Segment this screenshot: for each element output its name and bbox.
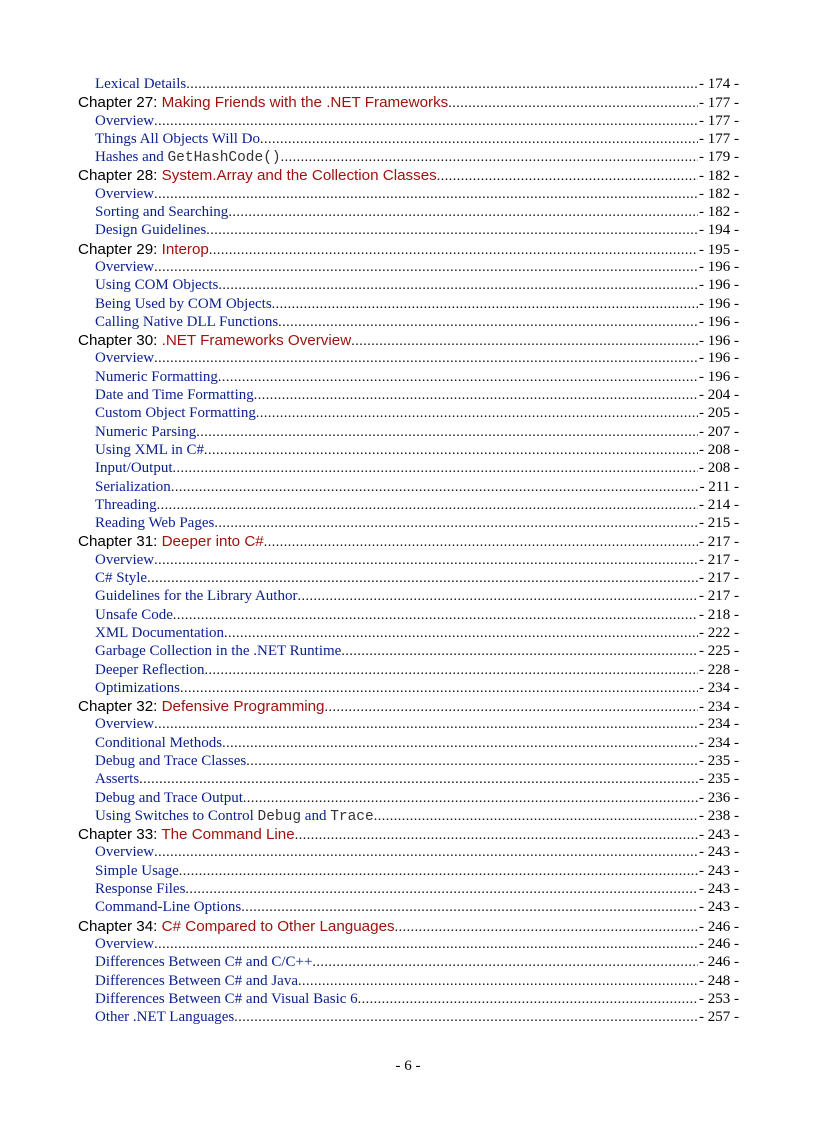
chapter-title <box>78 167 437 184</box>
page-number: - 253 - <box>699 990 739 1007</box>
section-title-text: Custom Object Formatting <box>95 405 256 422</box>
page-number: - 248 - <box>699 972 739 989</box>
dot-leader <box>264 535 698 551</box>
toc-chapter-link[interactable] <box>78 94 739 112</box>
chapter-name: Defensive Programming <box>161 698 325 716</box>
dot-leader <box>218 370 698 386</box>
page-number: - 257 - <box>699 1009 739 1026</box>
page-number: - 217 - <box>699 570 739 587</box>
toc-section-link[interactable] <box>78 424 739 442</box>
toc-section-link[interactable] <box>78 350 739 368</box>
dot-leader <box>297 589 698 605</box>
section-title <box>95 76 186 93</box>
page-number: - 243 - <box>699 899 739 916</box>
section-title-text: Optimizations <box>95 679 180 696</box>
chapter-title <box>78 918 395 935</box>
section-title <box>95 662 205 679</box>
page-footer-number: - 6 - <box>395 1058 421 1074</box>
toc-chapter-link[interactable] <box>78 918 739 936</box>
toc-section-link[interactable] <box>78 497 739 515</box>
toc-section-link[interactable] <box>78 277 739 295</box>
section-title <box>95 936 154 953</box>
section-title <box>95 771 139 788</box>
inline-code: GetHashCode() <box>167 150 281 167</box>
toc-section-link[interactable] <box>78 936 739 954</box>
section-title <box>95 259 154 276</box>
dot-leader <box>205 663 698 679</box>
section-title-text: Debug and Trace Classes <box>95 752 247 769</box>
section-title-text: Other .NET Languages <box>95 1009 235 1026</box>
page-number: - 204 - <box>699 387 739 404</box>
page-number: - 236 - <box>699 789 739 806</box>
section-title <box>95 204 228 221</box>
toc-chapter-link[interactable] <box>78 241 739 259</box>
toc-section-link[interactable] <box>78 387 739 405</box>
section-title-text: Unsafe Code <box>95 606 173 623</box>
toc-chapter-link[interactable] <box>78 332 739 350</box>
chapter-number-label: Chapter 30: <box>78 332 162 350</box>
section-title <box>95 222 206 239</box>
toc-section-link[interactable] <box>78 570 739 588</box>
section-title-text: Overview <box>95 350 155 367</box>
section-title <box>95 643 341 660</box>
dot-leader <box>147 571 698 587</box>
dot-leader <box>254 388 698 404</box>
toc-section-link[interactable] <box>78 186 739 204</box>
page-number: - 174 - <box>699 76 739 92</box>
page-number: - 182 - <box>699 204 739 221</box>
toc-section-link[interactable] <box>78 405 739 423</box>
page-number: - 243 - <box>699 881 739 898</box>
section-title-text: Using COM Objects <box>95 277 219 294</box>
section-title <box>95 844 154 861</box>
section-title-text: Hashes and <box>95 149 168 166</box>
dot-leader <box>228 205 698 221</box>
section-title-text: Overview <box>95 112 155 129</box>
section-title-text: Command-Line Options <box>95 899 242 916</box>
dot-leader <box>374 809 698 825</box>
section-title <box>95 808 374 825</box>
section-title-text: Calling Native DLL Functions <box>95 313 279 330</box>
section-title <box>95 149 281 166</box>
page-number: - 243 - <box>699 844 739 861</box>
page-number: - 225 - <box>699 643 739 660</box>
section-title <box>95 899 241 916</box>
section-title-text: Being Used by COM Objects <box>95 295 272 312</box>
section-title-text: Numeric Parsing <box>95 423 197 440</box>
dot-leader <box>209 243 698 259</box>
section-title <box>95 113 154 130</box>
page-number: - 246 - <box>699 918 739 935</box>
section-title-text: Things All Objects Will Do <box>95 130 260 147</box>
section-title-text: Overview <box>95 716 155 733</box>
toc-section-link[interactable] <box>78 460 739 478</box>
section-title-text: Response Files <box>95 881 186 898</box>
dot-leader <box>395 920 698 936</box>
chapter-title <box>78 241 209 258</box>
chapter-number-label: Chapter 31: <box>78 533 162 551</box>
page-number: - 234 - <box>699 699 739 716</box>
section-title-text: Numeric Formatting <box>95 368 218 385</box>
page-number: - 208 - <box>699 460 739 477</box>
toc-section-link[interactable] <box>78 716 739 734</box>
toc-section-link[interactable] <box>78 844 739 862</box>
page-number: - 182 - <box>699 185 739 202</box>
page-number: - 205 - <box>699 405 739 422</box>
dot-leader <box>224 626 698 642</box>
toc-section-link[interactable] <box>78 479 739 497</box>
chapter-number-label: Chapter 34: <box>78 917 162 935</box>
table-of-contents <box>78 76 739 1027</box>
page-number: - 238 - <box>699 807 739 824</box>
toc-section-link[interactable] <box>78 131 739 149</box>
page-number: - 235 - <box>699 752 739 769</box>
toc-section-link[interactable] <box>78 973 739 991</box>
section-title-text: C# Style <box>95 570 148 587</box>
dot-leader <box>218 278 698 294</box>
section-title <box>95 680 180 697</box>
section-title <box>95 442 204 459</box>
section-title-text: Sorting and Searching <box>95 204 229 221</box>
dot-leader <box>154 553 698 569</box>
page-number: - 222 - <box>699 624 739 641</box>
dot-leader <box>214 516 698 532</box>
page-number: - 177 - <box>699 112 739 129</box>
section-title <box>95 753 246 770</box>
toc-section-link[interactable] <box>78 515 739 533</box>
chapter-number-label: Chapter 29: <box>78 240 162 258</box>
section-title <box>95 387 254 404</box>
toc-section-link[interactable] <box>78 790 739 808</box>
dot-leader <box>154 351 698 367</box>
page-number: - 243 - <box>699 862 739 879</box>
section-title-text: Input/Output <box>95 460 173 477</box>
page-number: - 182 - <box>699 168 739 185</box>
page-number: - 217 - <box>699 534 739 551</box>
section-title-text: Differences Between C# and C/C++ <box>95 954 313 971</box>
page-number: - 217 - <box>699 551 739 568</box>
dot-leader <box>154 187 698 203</box>
section-title-text: Design Guidelines <box>95 222 207 239</box>
page-number: - 177 - <box>699 130 739 147</box>
page-number: - 234 - <box>699 679 739 696</box>
toc-section-link[interactable] <box>78 314 739 332</box>
section-title <box>95 790 243 807</box>
section-title-text: Date and Time Formatting <box>95 387 254 404</box>
toc-section-link[interactable] <box>78 76 739 94</box>
chapter-name: System.Array and the Collection Classes <box>161 167 437 185</box>
dot-leader <box>295 828 698 844</box>
page-number: - 208 - <box>699 441 739 458</box>
dot-leader <box>204 443 698 459</box>
toc-section-link[interactable] <box>78 771 739 789</box>
toc-section-link[interactable] <box>78 1009 739 1027</box>
toc-section-link[interactable] <box>78 625 739 643</box>
toc-section-link[interactable] <box>78 204 739 222</box>
dot-leader <box>341 644 698 660</box>
page-number: - 196 - <box>699 295 739 312</box>
section-title-text: Overview <box>95 258 155 275</box>
section-title <box>95 296 272 313</box>
section-title <box>95 570 147 587</box>
page-number: - 246 - <box>699 935 739 952</box>
dot-leader <box>180 681 698 697</box>
toc-chapter-link[interactable] <box>78 698 739 716</box>
dot-leader <box>246 754 698 770</box>
dot-leader <box>206 223 698 239</box>
toc-chapter-link[interactable] <box>78 167 739 185</box>
chapter-number-label: Chapter 32: <box>78 698 162 716</box>
toc-section-link[interactable] <box>78 588 739 606</box>
dot-leader <box>179 864 698 880</box>
section-title-text: Guidelines for the Library Author <box>95 588 298 605</box>
section-title-text: Using Switches to Control <box>95 807 258 824</box>
toc-section-link[interactable] <box>78 881 739 899</box>
page-number: - 196 - <box>699 350 739 367</box>
section-title <box>95 460 173 477</box>
chapter-name: Interop <box>161 240 209 258</box>
dot-leader <box>298 974 698 990</box>
section-title <box>95 1009 234 1026</box>
dot-leader <box>154 114 698 130</box>
page-number: - 214 - <box>699 496 739 513</box>
section-title-text: Reading Web Pages <box>95 515 215 532</box>
dot-leader <box>243 791 698 807</box>
toc-section-link[interactable] <box>78 149 739 167</box>
page-number: - 177 - <box>699 95 739 112</box>
section-title-text: Using XML in C# <box>95 441 205 458</box>
toc-section-link[interactable] <box>78 259 739 277</box>
toc-section-link[interactable] <box>78 113 739 131</box>
toc-section-link[interactable] <box>78 735 739 753</box>
page-number: - 196 - <box>699 368 739 385</box>
section-title-text: Threading <box>95 496 157 513</box>
section-title-text: Serialization <box>95 478 171 495</box>
dot-leader <box>222 736 698 752</box>
chapter-name: C# Compared to Other Languages <box>161 917 395 935</box>
dot-leader <box>196 425 698 441</box>
section-title-text: Lexical Details <box>95 76 187 92</box>
page-number: - 218 - <box>699 606 739 623</box>
section-title <box>95 991 358 1008</box>
section-title-text: Simple Usage <box>95 862 179 879</box>
section-title-text: Overview <box>95 551 155 568</box>
page-number: - 196 - <box>699 313 739 330</box>
section-title <box>95 277 218 294</box>
section-title-text: Overview <box>95 935 155 952</box>
page-number: - 234 - <box>699 716 739 733</box>
toc-section-link[interactable] <box>78 954 739 972</box>
inline-code: Debug <box>257 808 302 825</box>
dot-leader <box>154 260 698 276</box>
page-number: - 196 - <box>699 258 739 275</box>
page-number: - 234 - <box>699 734 739 751</box>
dot-leader <box>157 498 698 514</box>
page-number: - 228 - <box>699 661 739 678</box>
toc-section-link[interactable] <box>78 442 739 460</box>
chapter-number-label: Chapter 33: <box>78 826 162 844</box>
page-number: - 196 - <box>699 277 739 294</box>
toc-section-link[interactable] <box>78 552 739 570</box>
dot-leader <box>325 700 698 716</box>
toc-chapter-link[interactable] <box>78 533 739 551</box>
section-title <box>95 607 173 624</box>
section-title <box>95 405 256 422</box>
dot-leader <box>173 461 699 477</box>
dot-leader <box>351 334 698 350</box>
dot-leader <box>241 900 698 916</box>
toc-section-link[interactable] <box>78 753 739 771</box>
dot-leader <box>272 297 698 313</box>
section-title <box>95 424 196 441</box>
section-title <box>95 314 278 331</box>
dot-leader <box>171 480 699 496</box>
toc-section-link[interactable] <box>78 369 739 387</box>
toc-chapter-link[interactable] <box>78 826 739 844</box>
page-number: - 243 - <box>699 827 739 844</box>
chapter-name: The Command Line <box>161 826 295 844</box>
toc-section-link[interactable] <box>78 899 739 917</box>
chapter-title <box>78 533 264 550</box>
section-title <box>95 863 179 880</box>
section-title <box>95 479 171 496</box>
page-number: - 235 - <box>699 771 739 788</box>
dot-leader <box>256 406 698 422</box>
dot-leader <box>448 96 698 112</box>
section-title-text: Garbage Collection in the .NET Runtime <box>95 643 342 660</box>
page-number: - 217 - <box>699 588 739 605</box>
dot-leader <box>281 150 698 166</box>
toc-section-link[interactable] <box>78 662 739 680</box>
section-title <box>95 625 224 642</box>
section-title-text: Deeper Reflection <box>95 661 205 678</box>
toc-section-link[interactable] <box>78 863 739 881</box>
inline-code: Trace <box>330 808 374 825</box>
section-title <box>95 588 297 605</box>
toc-section-link[interactable] <box>78 222 739 240</box>
chapter-title <box>78 826 295 843</box>
chapter-name: Deeper into C# <box>161 533 264 551</box>
toc-section-link[interactable] <box>78 991 739 1009</box>
dot-leader <box>437 169 698 185</box>
chapter-title <box>78 332 351 349</box>
dot-leader <box>185 882 698 898</box>
section-title <box>95 186 154 203</box>
toc-section-link[interactable] <box>78 296 739 314</box>
section-title-text: and <box>301 807 331 824</box>
chapter-title <box>78 698 325 715</box>
section-title <box>95 735 222 752</box>
section-title-text: XML Documentation <box>95 624 225 641</box>
page-number: - 195 - <box>699 241 739 258</box>
chapter-number-label: Chapter 28: <box>78 167 162 185</box>
dot-leader <box>173 608 698 624</box>
dot-leader <box>278 315 698 331</box>
chapter-name: Making Friends with the .NET Frameworks <box>161 94 449 112</box>
toc-section-link[interactable] <box>78 680 739 698</box>
toc-section-link[interactable] <box>78 607 739 625</box>
dot-leader <box>234 1010 698 1026</box>
section-title-text: Overview <box>95 844 155 861</box>
dot-leader <box>312 955 698 971</box>
dot-leader <box>154 937 698 953</box>
page-number: - 179 - <box>699 149 739 166</box>
section-title <box>95 881 185 898</box>
dot-leader <box>358 992 698 1008</box>
toc-section-link[interactable] <box>78 808 739 826</box>
section-title <box>95 350 154 367</box>
section-title-text: Asserts <box>95 771 140 788</box>
section-title <box>95 515 214 532</box>
section-title <box>95 131 260 148</box>
dot-leader <box>186 77 698 93</box>
dot-leader <box>154 845 698 861</box>
page-number: - 211 - <box>699 478 739 495</box>
section-title-text: Debug and Trace Output <box>95 789 243 806</box>
chapter-name: .NET Frameworks Overview <box>161 332 352 350</box>
dot-leader <box>139 772 698 788</box>
section-title <box>95 973 298 990</box>
page-number: - 215 - <box>699 515 739 532</box>
dot-leader <box>260 132 698 148</box>
section-title <box>95 552 154 569</box>
section-title <box>95 716 154 733</box>
section-title-text: Conditional Methods <box>95 734 223 751</box>
page-number: - 246 - <box>699 954 739 971</box>
section-title-text: Differences Between C# and Java <box>95 972 298 989</box>
dot-leader <box>154 717 698 733</box>
section-title <box>95 497 157 514</box>
page-number: - 196 - <box>699 333 739 350</box>
section-title-text: Differences Between C# and Visual Basic 6 <box>95 990 358 1007</box>
page-number: - 207 - <box>699 423 739 440</box>
page-number: - 194 - <box>699 222 739 239</box>
section-title-text: Overview <box>95 185 155 202</box>
chapter-title <box>78 94 448 111</box>
toc-section-link[interactable] <box>78 643 739 661</box>
section-title <box>95 369 218 386</box>
section-title <box>95 954 312 971</box>
chapter-number-label: Chapter 27: <box>78 94 162 112</box>
